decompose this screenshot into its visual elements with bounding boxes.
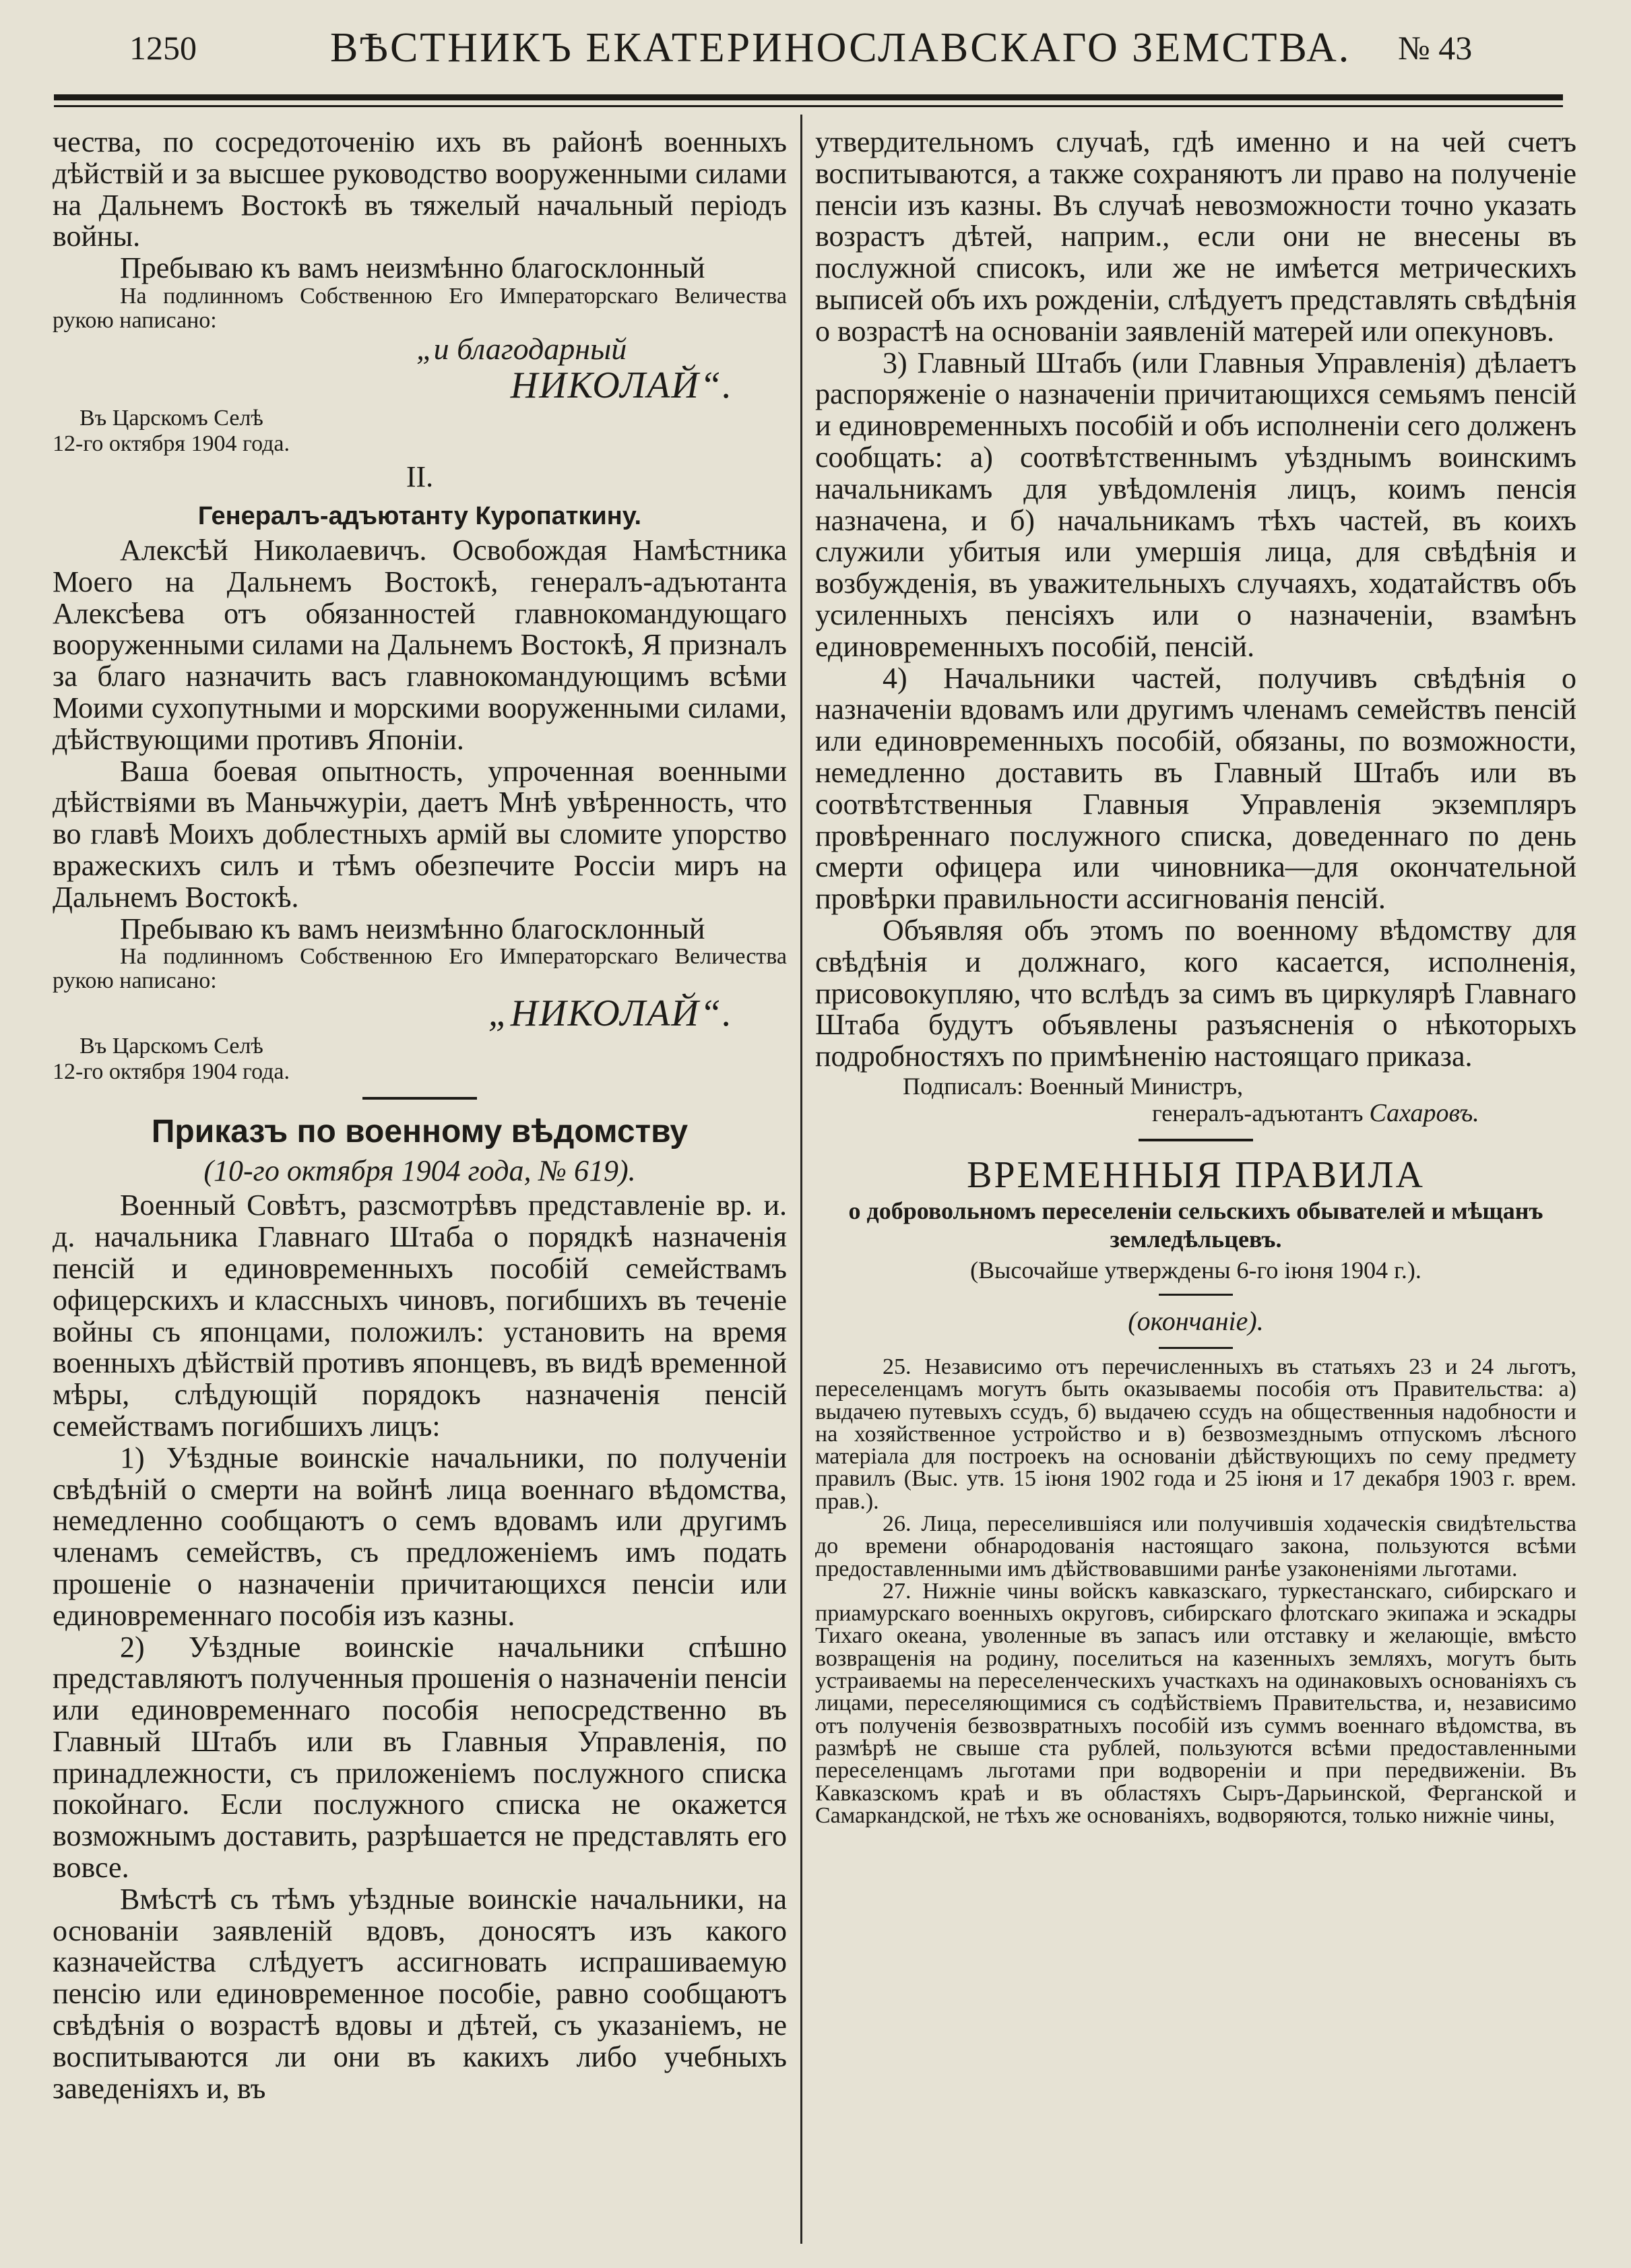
paragraph: чества, по сосредоточенію ихъ въ районѣ военныхъ дѣйствій и за высшее руководство вооруженными силами на Дальнемъ Востокѣ въ тяжелый начальный періодъ войны.: [53, 125, 787, 253]
date-line: 12-го октября 1904 года.: [53, 431, 290, 456]
paragraph: Ваша боевая опытность, упроченная военными дѣйствіями въ Маньчжуріи, даетъ Мнѣ увѣренность, что во главѣ Моихъ доблестныхъ армій вы сломите упорство вражескихъ силъ и тѣмъ обезпечите Россіи миръ на Дальнемъ Востокѣ.: [53, 754, 787, 914]
rules-approval-note: (Высочайше утверждены 6-го іюня 1904 г.).: [970, 1256, 1421, 1284]
paragraph: Вмѣстѣ съ тѣмъ уѣздные воинскіе начальники, на основаніи заявленій вдовъ, доносятъ изъ какого казначейства слѣдуетъ ассигновать испрашиваемую пенсію или единовременное пособіе, равно сообщаютъ свѣдѣнія о возрастѣ вдовы и дѣтей, съ указаніемъ, не воспитываются ли они въ какихъ либо учебныхъ заведеніяхъ и, въ: [53, 1882, 787, 2105]
signer-title: генералъ-адъютантъ: [1152, 1099, 1364, 1127]
signature-note: На подлинномъ Собственною Его Императорскаго Величества рукою написано:: [53, 283, 787, 333]
order-title: Приказъ по военному вѣдомству: [151, 1114, 689, 1150]
small-rule: [1159, 1294, 1233, 1296]
journal-title: ВѢСТНИКЪ ЕКАТЕРИНОСЛАВСКАГО ЗЕМСТВА.: [330, 25, 1351, 71]
signed-line: Подписалъ: Военный Министръ,: [903, 1072, 1244, 1100]
rules-subtitle: о добровольномъ переселеніи сельскихъ обывателей и мѣщанъ земледѣльцевъ.: [848, 1197, 1543, 1253]
signature-line: „и благодарный: [416, 331, 627, 366]
date-line: 12-го октября 1904 года.: [53, 1059, 290, 1085]
header-rule-thin: [54, 105, 1563, 107]
paragraph: Алексѣй Николаевичъ. Освобождая Намѣстника Моего на Дальнемъ Востокѣ, генералъ-адъютанта Алексѣева отъ обязанностей главнокомандующаго вооруженными силами на Дальнемъ Востокѣ, Я призналъ за благо назначить васъ главнокомандующимъ всѣми Моими сухопутными и морскими вооруженными силами, дѣйствующими противъ Японіи.: [53, 533, 787, 756]
paragraph: Объявляя объ этомъ по военному вѣдомству для свѣдѣнія и должнаго, кого касается, исполненія, присовокупляю, что вслѣдъ за симъ въ циркулярѣ Главнаго Штаба будутъ объявлены разъясненія о нѣкоторыхъ подробностяхъ по примѣненію настоящаго приказа.: [815, 913, 1576, 1073]
column-divider: [800, 115, 802, 2244]
left-column: [53, 127, 787, 2104]
paragraph: 3) Главный Штабъ (или Главныя Управленія) дѣлаетъ распоряженіе о назначеніи причитающихся семьямъ пенсій и единовременныхъ пособій и объ исполненіи сего долженъ сообщать: а) соотвѣтственнымъ уѣзднымъ воинскимъ начальникамъ для увѣдомленія лицъ, коимъ пенсія назначена, и б) начальникамъ тѣхъ частей, въ коихъ служили убитыя или умершія лица, для свѣдѣнія и возбужденія, въ уважительныхъ случаяхъ, ходатайствъ объ усиленныхъ пенсіяхъ или о назначеніи, взамѣнъ единовременныхъ пособій, пенсій.: [815, 346, 1576, 663]
place-line: Въ Царскомъ Селѣ: [79, 1034, 263, 1059]
paragraph: 4) Начальники частей, получивъ свѣдѣнія о назначеніи вдовамъ или другимъ членамъ семействъ пенсій или единовременныхъ пособій, обязаны, по возможности, немедленно доставить въ Главный Штабъ или въ соотвѣтственныя Главныя Управленія экземпляръ провѣреннаго послужного списка, доведеннаго по день смерти офицера или чиновника—для окончательной провѣрки правильности ассигнованія пенсій.: [815, 661, 1576, 916]
right-column: [815, 127, 1576, 1827]
paragraph: Пребываю къ вамъ неизмѣнно благосклонный: [120, 251, 705, 285]
paragraph: 1) Уѣздные воинскіе начальники, по полученіи свѣдѣній о смерти на войнѣ лица военнаго вѣдомства, немедленно сообщаютъ о семъ вдовамъ или другимъ членамъ семействъ, съ предложеніемъ имъ подать прошеніе о назначеніи причитающихся пенсіи или единовременнаго пособія изъ казны.: [53, 1441, 787, 1632]
paragraph: 2) Уѣздные воинскіе начальники спѣшно представляютъ полученныя прошенія о назначеніи пенсіи или единовременнаго пособія непосредственно въ Главный Штабъ или въ Главныя Управленія, по принадлежности, съ приложеніемъ послужного списка покойнаго. Если послужного списка не окажется возможнымъ доставить, разрѣшается не представлять его вовсе.: [53, 1630, 787, 1885]
header-rule-thick: [54, 94, 1563, 100]
section-number: II.: [406, 460, 434, 493]
signature-note: На подлинномъ Собственною Его Императорскаго Величества рукою написано:: [53, 944, 787, 994]
rules-continuation: (окончаніе).: [1128, 1305, 1264, 1336]
rules-title: ВРЕМЕННЫЯ ПРАВИЛА: [967, 1154, 1425, 1196]
addressee-heading: Генералъ-адъютанту Куропаткину.: [197, 501, 642, 530]
page-number: 1250: [129, 29, 197, 67]
article-26: 26. Лица, переселившіяся или получившія ходаческія свидѣтельства до времени обнародованія настоящаго закона, пользуются всѣми предоставленными имъ дѣйствовавшими ранѣе узаконеніями льготами.: [815, 1511, 1576, 1581]
article-25: 25. Независимо отъ перечисленныхъ въ статьяхъ 23 и 24 льготъ, переселенцамъ могутъ быть оказываемы пособія отъ Правительства: а) выдачею путевыхъ ссудъ, б) выдачею ссудъ на общественныя надобности и на хозяйственное устройство и в) безвозмезднымъ отпускомъ лѣсного матеріала для построекъ на основаніи дѣйствующихъ по сему предмету правилъ (Выс. утв. 15 іюня 1902 года и 25 іюня и 17 декабря 1903 г. врем. прав.).: [815, 1354, 1576, 1514]
section-rule: [1139, 1139, 1253, 1141]
paragraph: Военный Совѣтъ, разсмотрѣвъ представленіе вр. и. д. начальника Главнаго Штаба о порядкѣ назначенія пенсій и единовременныхъ пособій семействамъ офицерскихъ и классныхъ чиновъ, погибшихъ въ теченіе войны съ японцами, положилъ: установить на время военныхъ дѣйствій противъ японцевъ, въ видѣ временной мѣры, слѣдующій порядокъ назначенія пенсій семействамъ погибшихъ лицъ:: [53, 1189, 787, 1443]
signature-name: НИКОЛАЙ“.: [510, 364, 733, 406]
small-rule: [1159, 1347, 1233, 1349]
page-header: [0, 0, 1631, 101]
paragraph: Пребываю къ вамъ неизмѣнно благосклонный: [120, 912, 705, 945]
place-line: Въ Царскомъ Селѣ: [79, 405, 263, 431]
issue-number: № 43: [1398, 29, 1473, 67]
section-rule: [362, 1097, 477, 1100]
order-date: (10-го октября 1904 года, № 619).: [203, 1154, 636, 1188]
article-27: 27. Нижніе чины войскъ кавказскаго, туркестанскаго, сибирскаго и приамурскаго военныхъ округовъ, сибирскаго флотскаго экипажа и эскадры Тихаго океана, уволенные въ запасъ или отставку и желающіе, вмѣсто возвращенія на родину, поселиться на казенныхъ земляхъ, могутъ быть устраиваемы на переселенческихъ участкахъ на одинаковыхъ основаніяхъ съ лицами, переселяющимися съ содѣйствіемъ Правительства, и, независимо отъ полученія безвозвратныхъ пособій изъ суммъ военнаго вѣдомства, въ размѣрѣ не свыше ста рублей, пользуются всѣми предоставленными переселенцамъ льготами при водвореніи и при передвиженіи. Въ Кавказскомъ краѣ и въ областяхъ Сыръ-Дарьинской, Ферганской и Самаркандской, не тѣхъ же основаніяхъ, водворяются, только нижніе чины,: [815, 1578, 1576, 1828]
signed-line: [815, 1100, 1576, 1127]
signature-name: „НИКОЛАЙ“.: [488, 993, 733, 1035]
paragraph: утвердительномъ случаѣ, гдѣ именно и на чей счетъ воспитываются, а также сохраняютъ ли право на полученіе пенсіи изъ казны. Въ случаѣ невозможности точно указать возрастъ дѣтей, наприм., если они не внесены въ послужной списокъ, или же не имѣется метрическихъ выписей объ ихъ рожденіи, слѣдуетъ представлять свѣдѣнія о возрастѣ на основаніи заявленій матерей или опекуновъ.: [815, 125, 1576, 348]
signer-name: Сахаровъ.: [1369, 1098, 1479, 1127]
